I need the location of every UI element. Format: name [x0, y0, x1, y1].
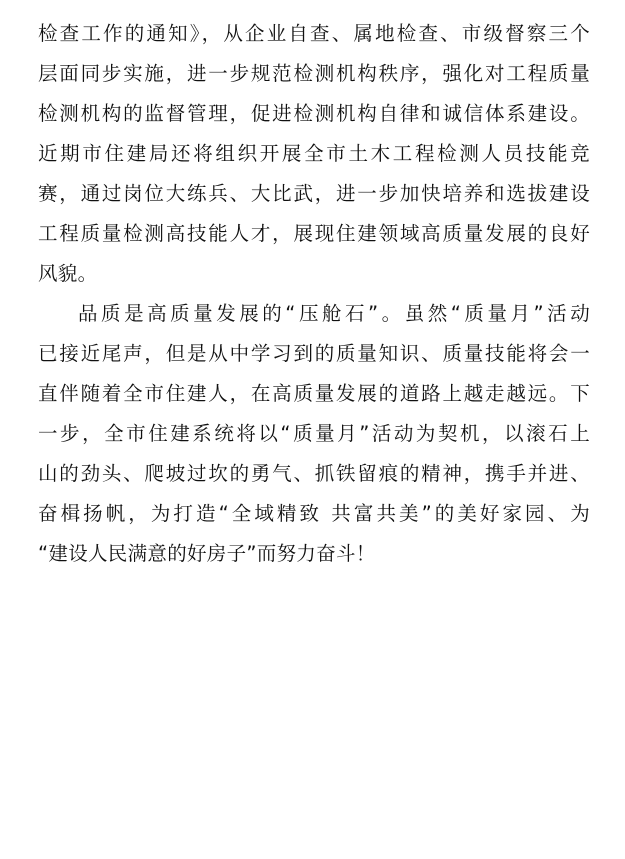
paragraph-continued: [38, 14, 590, 294]
text-line: 赛，通过岗位大练兵、大比武，进一步加快培养和选拔建设: [38, 182, 590, 205]
document-body: [38, 14, 590, 574]
paragraph-quality: [38, 294, 590, 574]
text-line: 检查工作的通知》，从企业自查、属地检查、市级督察三个: [38, 22, 590, 45]
text-line: 近期市住建局还将组织开展全市土木工程检测人员技能竞: [38, 142, 590, 165]
text-line: 工程质量检测高技能人才，展现住建领域高质量发展的良好: [38, 222, 590, 245]
text-line: 奋楫扬帆，为打造“全域精致 共富共美”的美好家园、为: [38, 502, 590, 525]
text-line: 风貌。: [38, 262, 98, 285]
text-line: 一步，全市住建系统将以“质量月”活动为契机，以滚石上: [38, 422, 590, 445]
text-line: 检测机构的监督管理，促进检测机构自律和诚信体系建设。: [38, 102, 590, 125]
text-line: 直伴随着全市住建人，在高质量发展的道路上越走越远。下: [38, 382, 590, 405]
text-line: 层面同步实施，进一步规范检测机构秩序，强化对工程质量: [38, 62, 590, 85]
text-line: 已接近尾声，但是从中学习到的质量知识、质量技能将会一: [38, 342, 590, 365]
text-line: 品质是高质量发展的“压舱石”。虽然“质量月”活动: [78, 302, 590, 325]
text-line: 山的劲头、爬坡过坎的勇气、抓铁留痕的精神，携手并进、: [38, 462, 590, 485]
text-line: “建设人民满意的好房子”而努力奋斗！: [38, 542, 376, 565]
